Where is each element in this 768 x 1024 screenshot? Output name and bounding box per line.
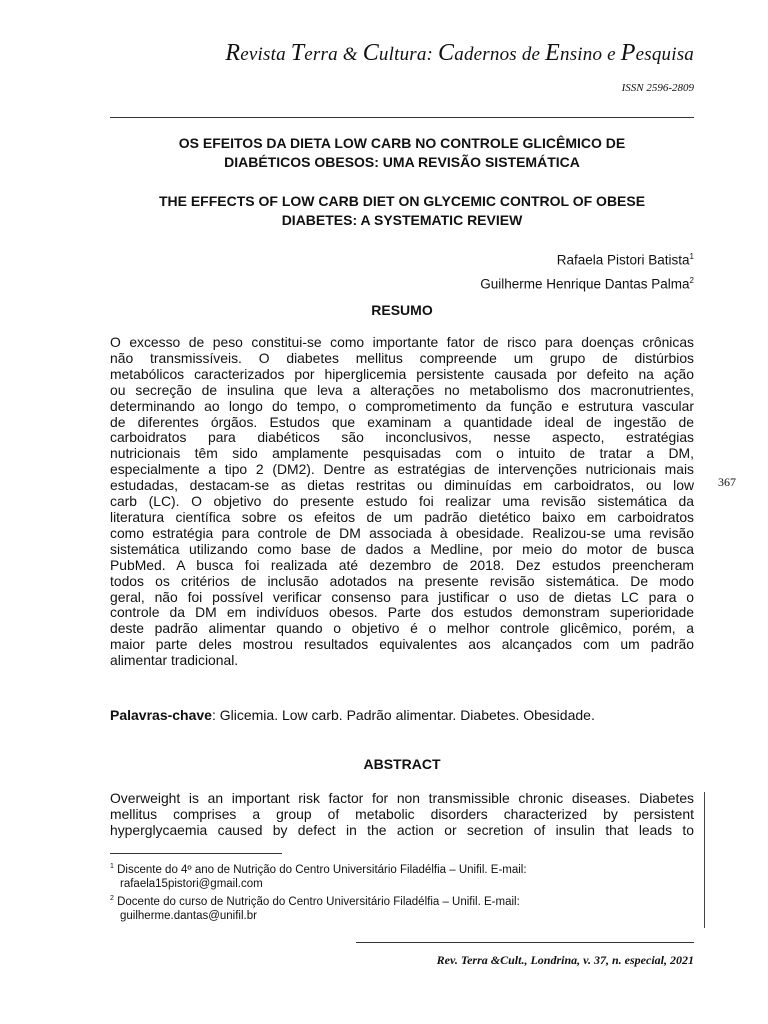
page-number: 367 xyxy=(718,475,736,489)
footnotes xyxy=(110,860,694,924)
keywords xyxy=(110,707,694,723)
footnote-divider xyxy=(110,853,282,854)
journal-title-part: Revista xyxy=(225,40,291,66)
keywords-list: : Glicemia. Low carb. Padrão alimentar. Diabetes. Obesidade. xyxy=(211,707,595,723)
issn: ISSN 2596-2809 xyxy=(621,82,694,94)
footer-citation: Rev. Terra &Cult., Londrina, v. 37, n. especial, 2021 xyxy=(436,953,694,967)
footer-divider xyxy=(356,942,694,943)
keywords-label: Palavras-chave xyxy=(110,707,212,723)
author: Rafaela Pistori Batista$^1$ xyxy=(556,252,694,268)
journal-title-part: Ensino e xyxy=(545,40,621,66)
abstract-body: Overweight is an important risk factor for non transmissible chronic diseases. Diabetes mellitus comprises a group of metabolic disorders characterized by persistent hyperglycaemia caused by defect in the action or secretion of insulin that leads to xyxy=(110,790,694,838)
footnote: $^1$ Discente do 4º ano de Nutrição do Centro Universitário Filadélfia – Unifil. E-mail: rafaela15pistori@gmail.com xyxy=(110,863,527,891)
journal-title xyxy=(110,40,694,67)
article-title-en: THE EFFECTS OF LOW CARB DIET ON GLYCEMIC CONTROL OF OBESE DIABETES: A SYSTEMATIC REVIEW xyxy=(158,193,646,228)
resumo-heading: RESUMO xyxy=(371,302,433,318)
header-divider xyxy=(110,117,694,118)
author: Guilherme Henrique Dantas Palma$^2$ xyxy=(480,275,694,291)
journal-title-part: Cultura: xyxy=(362,40,439,66)
journal-title-part: Pesquisa xyxy=(620,40,694,66)
author-list xyxy=(480,247,694,294)
abstract-heading: ABSTRACT xyxy=(363,756,441,772)
journal-title-part: Terra & xyxy=(290,40,363,66)
article-title-pt: OS EFEITOS DA DIETA LOW CARB NO CONTROLE GLICÊMICO DE DIABÉTICOS OBESOS: UMA REVISÃO SISTEMÁTICA xyxy=(178,135,626,170)
margin-bar xyxy=(704,792,705,928)
resumo-body: O excesso de peso constitui-se como importante fator de risco para doenças crônicas não transmissíveis. O diabetes mellitus compreende um grupo de distúrbios metabólicos caracterizados por hiperglicemia persistente causada por defeito na ação ou secreção de insulina que leva a alterações no metabolismo dos macronutrientes, determinando ao longo do tempo, o comprometimento da função e estrutura vascular de diferentes órgãos. Estudos que examinam a quantidade ideal de ingestão de carboidratos para diabéticos são inconclusivos, nesse aspecto, estratégias nutricionais têm sido amplamente pesquisadas com o intuito de tratar a DM, especialmente a tipo 2 (DM2). Dentre as estratégias de intervenções nutricionais mais estudadas, destacam-se as dietas restritas ou diminuídas em carboidratos, ou low carb (LC). O objetivo do presente estudo foi realizar uma revisão sistemática da literatura científica sobre os efeitos de um padrão dietético baixo em carboidratos como estratégia para controle de DM associada à obesidade. Realizou-se uma revisão sistemática utilizando como base de dados a Medline, por meio do motor de busca PubMed. A busca foi realizada até dezembro de 2018. Dez estudos preencheram todos os critérios de inclusão adotados na presente revisão sistemática. De modo geral, não foi possível verificar consenso para justificar o uso de dietas LC para o controle da DM em indivíduos obesos. Parte dos estudos demonstram superioridade deste padrão alimentar quando o objetivo é o melhor controle glicêmico, porém, a maior parte deles mostrou resultados equivalentes aos alcançados com um padrão alimentar tradicional. xyxy=(110,334,694,669)
footnote: $^2$ Docente do curso de Nutrição do Centro Universitário Filadélfia – Unifil. E-mail: guilherme.dantas@unifil.br xyxy=(110,894,520,923)
journal-title-part: Cadernos de xyxy=(438,40,546,66)
